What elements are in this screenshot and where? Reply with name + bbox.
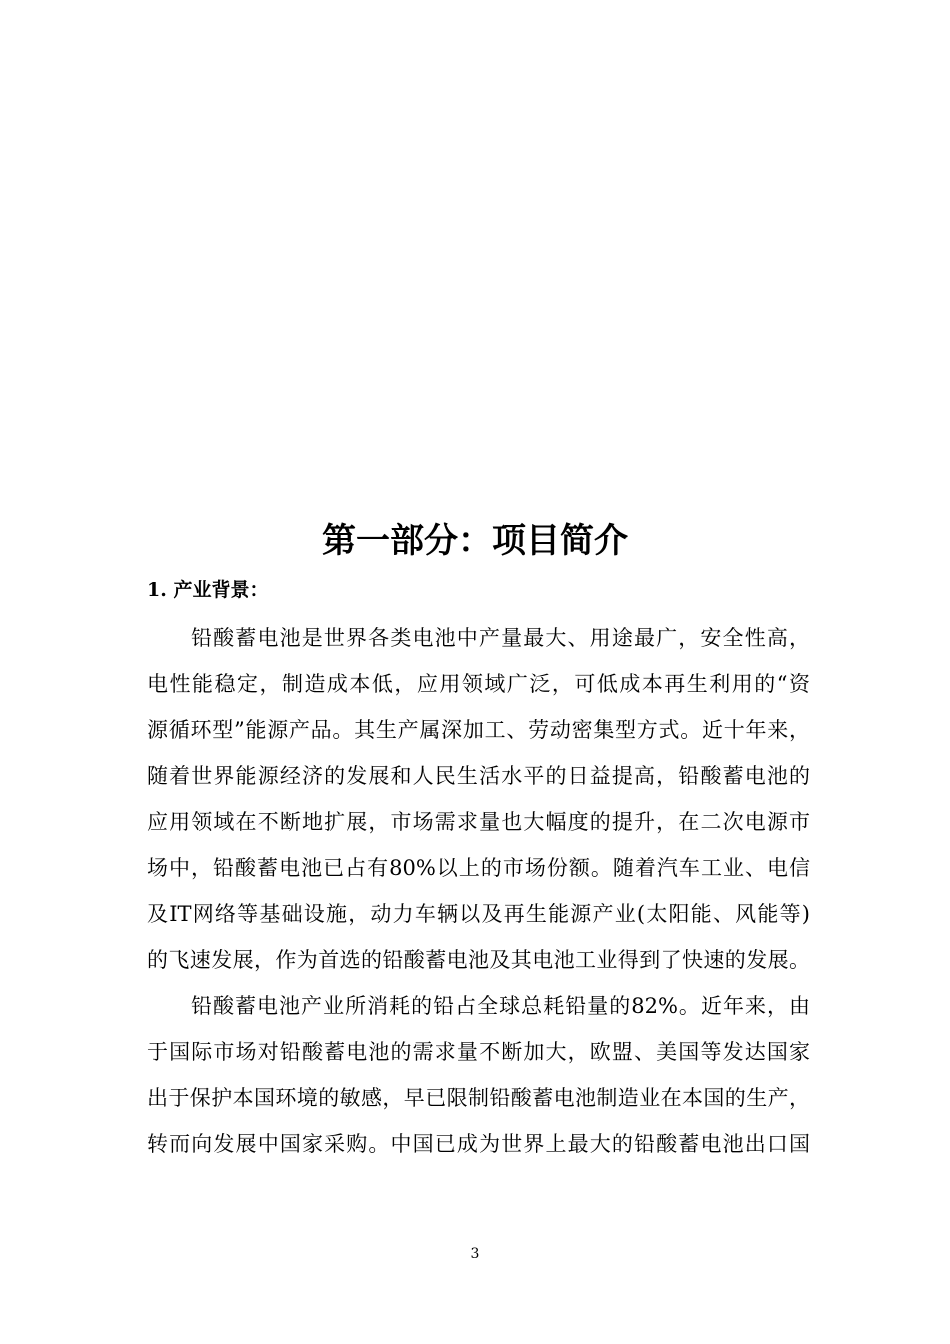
paragraph-lead-consumption (147, 983, 810, 1167)
text-line: 铅酸蓄电池是世界各类电池中产量最大、用途最广，安全性高， (191, 626, 810, 650)
text-line: 转而向发展中国家采购。中国已成为世界上最大的铅酸蓄电池出口国 (147, 1132, 810, 1156)
text-line: 出于保护本国环境的敏感，早已限制铅酸蓄电池制造业在本国的生产， (147, 1086, 810, 1110)
text-line: 源循环型”能源产品。其生产属深加工、劳动密集型方式。近十年来， (147, 718, 810, 742)
text-line: 的飞速发展，作为首选的铅酸蓄电池及其电池工业得到了快速的发展。 (147, 948, 810, 972)
text-line: 场中，铅酸蓄电池已占有80%以上的市场份额。随着汽车工业、电信 (147, 856, 810, 880)
text-line: 于国际市场对铅酸蓄电池的需求量不断加大，欧盟、美国等发达国家 (147, 1040, 810, 1064)
text-line: 电性能稳定，制造成本低，应用领域广泛，可低成本再生利用的“资 (147, 672, 810, 696)
text-line: 随着世界能源经济的发展和人民生活水平的日益提高，铅酸蓄电池的 (147, 764, 810, 788)
page-title: 第一部分：项目简介 (322, 521, 628, 561)
page-number: 3 (470, 1246, 480, 1262)
text-line: 及IT网络等基础设施，动力车辆以及再生能源产业(太阳能、风能等) (147, 902, 810, 926)
text-line: 铅酸蓄电池产业所消耗的铅占全球总耗铅量的82%。近年来，由 (191, 994, 810, 1018)
paragraph-industry-background (147, 615, 810, 983)
text-line: 应用领域在不断地扩展，市场需求量也大幅度的提升，在二次电源市 (147, 810, 810, 834)
section-heading: 1. 产业背景： (147, 579, 269, 601)
